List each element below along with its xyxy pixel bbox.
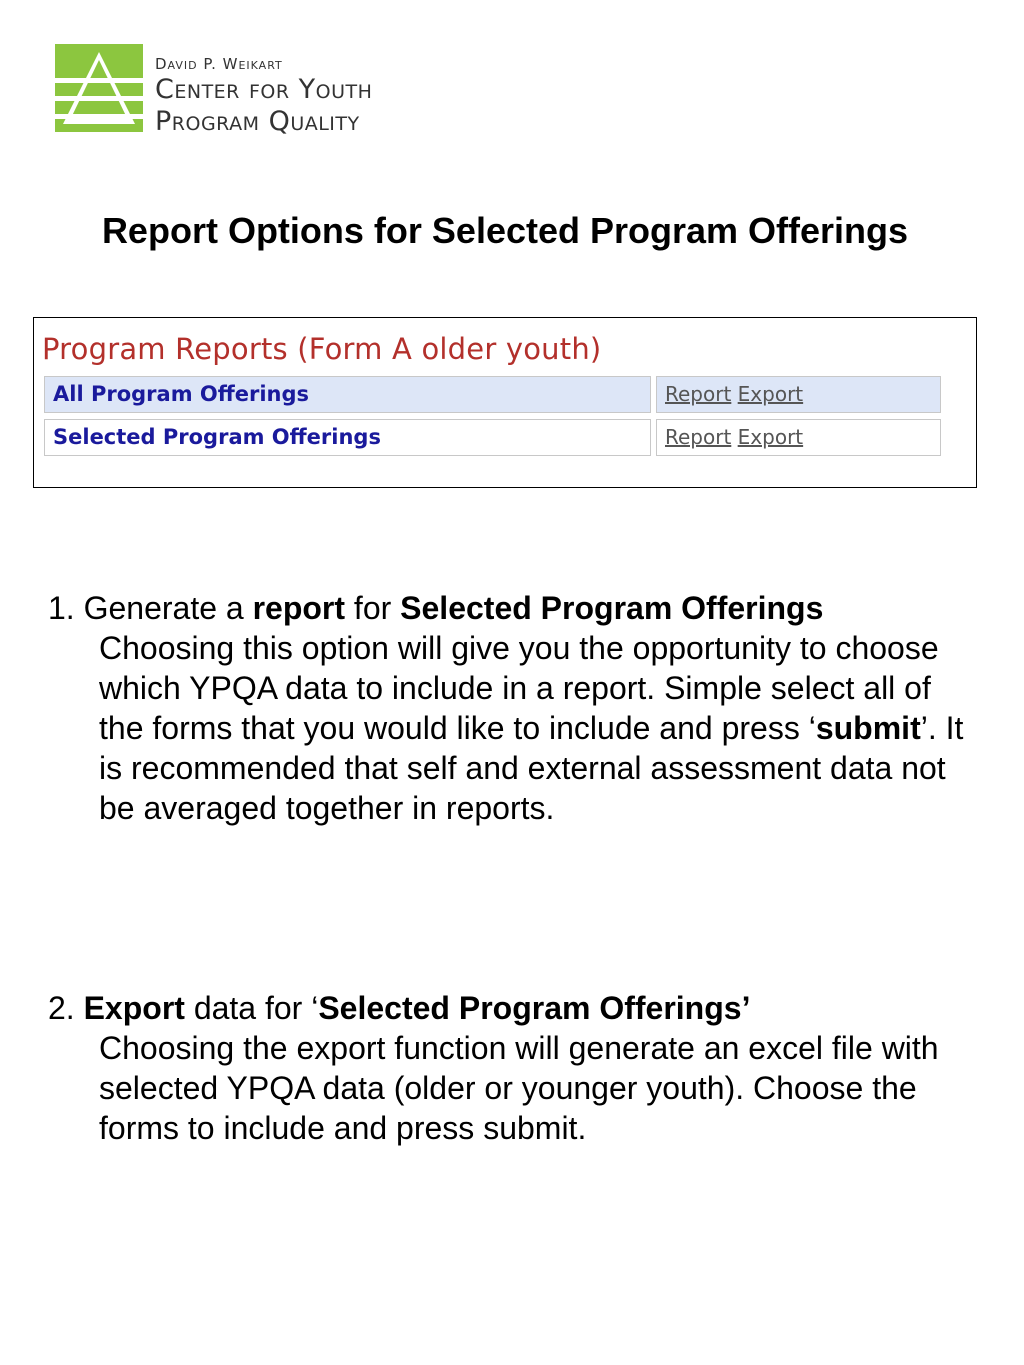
step-1-heading <box>48 588 968 628</box>
step-text: data for ‘ <box>193 990 319 1026</box>
logo-line-1: David P. Weikart <box>155 55 283 73</box>
step-2 <box>48 988 968 1148</box>
step-text: for <box>353 590 392 626</box>
export-link[interactable]: Export <box>737 425 804 449</box>
program-reports-panel <box>33 317 977 488</box>
step-body-bold: submit <box>815 710 921 746</box>
page-title: Report Options for Selected Program Offerings <box>101 210 909 251</box>
row-name: All Program Offerings <box>44 376 651 413</box>
step-2-body: Choosing the export function will generate an excel file with selected YPQA data (older or younger youth). Choose the forms to include and press submit. <box>99 1030 939 1146</box>
row-actions <box>656 376 941 413</box>
logo-line-2: Center for Youth <box>155 74 373 105</box>
step-bold: Export <box>83 990 185 1026</box>
step-text: Generate a <box>83 590 244 626</box>
table-row-all-offerings <box>44 376 941 415</box>
step-number: 1. <box>48 590 75 626</box>
report-link[interactable]: Report <box>665 425 732 449</box>
row-name: Selected Program Offerings <box>44 419 651 456</box>
logo <box>55 44 515 136</box>
logo-line-3: Program Quality <box>155 106 360 137</box>
row-actions <box>656 419 941 456</box>
step-2-heading <box>48 988 968 1028</box>
step-1-body <box>48 628 968 828</box>
step-bold: report <box>252 590 346 626</box>
step-bold: Selected Program Offerings <box>400 590 824 626</box>
step-body-text: ’. It is recommended that self and external assessment data not be averaged together in reports. <box>99 710 964 826</box>
logo-text <box>155 54 515 138</box>
step-1 <box>48 588 968 828</box>
pyramid-logo-icon <box>55 44 143 132</box>
step-body-text: Choosing this option will give you the opportunity to choose which YPQA data to include in a report. Simple select all of the forms that you would like to include and press ‘ <box>99 630 939 746</box>
panel-heading: Program Reports (Form A older youth) <box>42 332 602 366</box>
step-bold: Selected Program Offerings’ <box>318 990 751 1026</box>
step-number: 2. <box>48 990 75 1026</box>
table-row-selected-offerings <box>44 419 941 458</box>
report-link[interactable]: Report <box>665 382 732 406</box>
export-link[interactable]: Export <box>737 382 804 406</box>
